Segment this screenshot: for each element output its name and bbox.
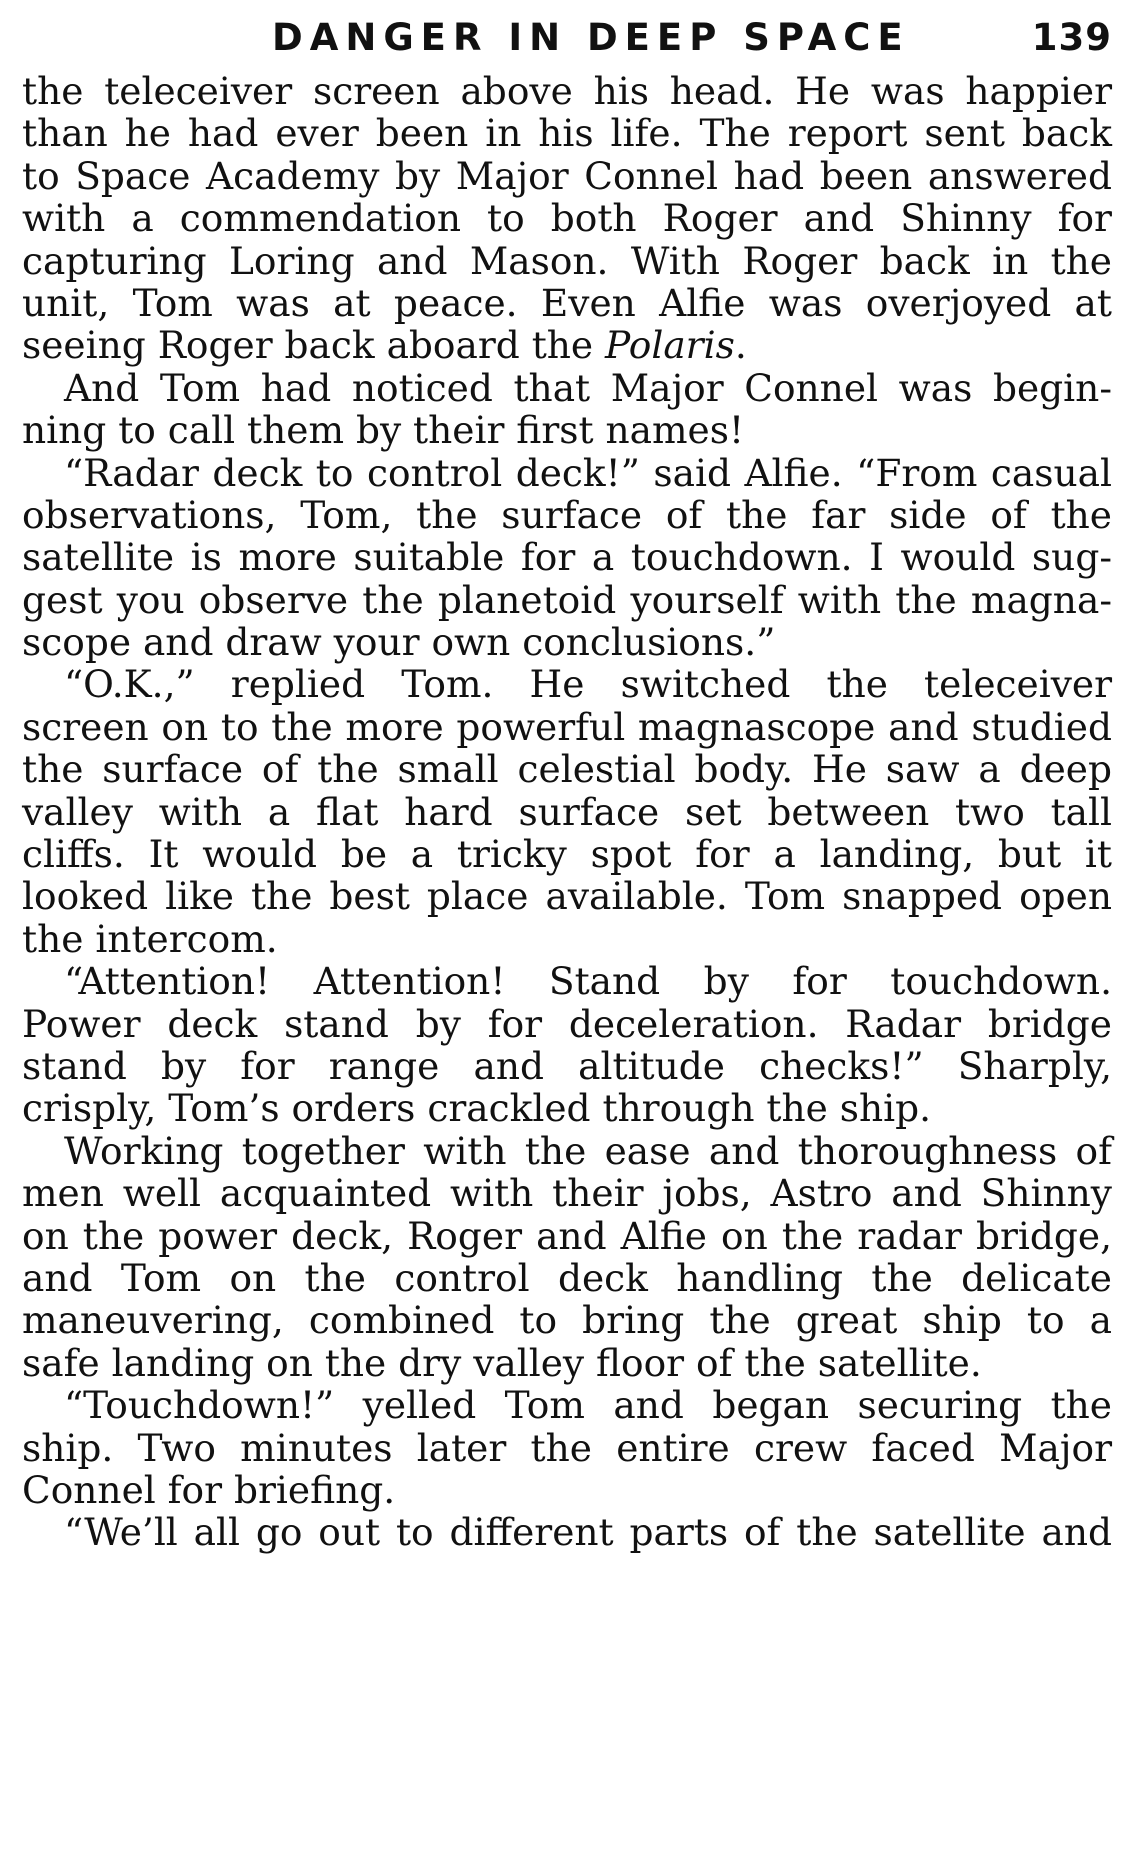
text-line: “We’ll all go out to different parts of the satellite and xyxy=(64,1510,1112,1555)
paragraph xyxy=(22,367,1112,452)
text-line: “Radar deck to control deck!” said Alfie. “From casual xyxy=(64,450,1112,495)
paragraph xyxy=(22,452,1112,664)
text-line: unit, Tom was at peace. Even Alfie was overjoyed at xyxy=(22,280,1112,325)
text-fragment: seeing Roger back aboard the xyxy=(22,323,606,368)
text-line: “Attention! Attention! Stand by for touchdown. xyxy=(64,959,1112,1004)
text-line: And Tom had noticed that Major Connel was begin- xyxy=(64,365,1112,410)
text-line: valley with a flat hard surface set between two tall xyxy=(22,789,1112,834)
text-line: Connel for briefing. xyxy=(22,1467,396,1512)
text-line: capturing Loring and Mason. With Roger back in the xyxy=(22,238,1112,283)
text-line: looked like the best place available. Tom snapped open xyxy=(22,874,1112,919)
text-line: ning to call them by their first names! xyxy=(22,408,745,453)
text-line: cliffs. It would be a tricky spot for a landing, but it xyxy=(22,832,1112,877)
punctuation: . xyxy=(734,323,747,368)
text-line: than he had ever been in his life. The report sent back xyxy=(22,111,1112,156)
text-line: satellite is more suitable for a touchdown. I would sug- xyxy=(22,535,1112,580)
text-line: safe landing on the dry valley floor of the satellite. xyxy=(22,1340,982,1385)
paragraph xyxy=(22,1511,1112,1553)
text-line: with a commendation to both Roger and Shinny for xyxy=(22,196,1112,241)
text-line: scope and draw your own conclusions.” xyxy=(22,620,776,665)
text-line: Working together with the ease and thoroughness of xyxy=(64,1128,1112,1173)
ship-name: Polaris xyxy=(605,323,735,368)
text-line: “Touchdown!” yelled Tom and began securing the xyxy=(64,1383,1112,1428)
body-text xyxy=(22,70,1112,1554)
paragraph xyxy=(22,663,1112,960)
text-line: and Tom on the control deck handling the delicate xyxy=(22,1255,1112,1300)
text-line: screen on to the more powerful magnascope and studied xyxy=(22,704,1112,749)
page-number: 139 xyxy=(1031,16,1112,59)
text-line: ship. Two minutes later the entire crew faced Major xyxy=(22,1425,1112,1470)
text-line: Power deck stand by for deceleration. Radar bridge xyxy=(22,1001,1112,1046)
text-line: the surface of the small celestial body. He saw a deep xyxy=(22,747,1112,792)
paragraph xyxy=(22,70,1112,367)
text-line: the teleceiver screen above his head. He was happier xyxy=(22,69,1112,113)
running-title: DANGER IN DEEP SPACE xyxy=(272,16,910,59)
text-line: stand by for range and altitude checks!” Sharply, xyxy=(22,1043,1112,1088)
text-line: the intercom. xyxy=(22,916,278,961)
text-line: crisply, Tom’s orders crackled through the ship. xyxy=(22,1086,932,1131)
text-line: maneuvering, combined to bring the great ship to a xyxy=(22,1298,1112,1343)
text-line: observations, Tom, the surface of the far side of the xyxy=(22,492,1112,537)
text-line: to Space Academy by Major Connel had been answered xyxy=(22,153,1112,198)
paragraph xyxy=(22,1130,1112,1384)
text-line: men well acquainted with their jobs, Astro and Shinny xyxy=(22,1171,1112,1216)
running-head xyxy=(22,6,1112,70)
text-line: gest you observe the planetoid yourself with the magna- xyxy=(22,577,1112,622)
text-line: “O.K.,” replied Tom. He switched the teleceiver xyxy=(64,662,1112,707)
text-line xyxy=(22,324,1112,366)
paragraph xyxy=(22,1384,1112,1511)
text-line: on the power deck, Roger and Alfie on the radar bridge, xyxy=(22,1213,1112,1258)
paragraph xyxy=(22,960,1112,1130)
